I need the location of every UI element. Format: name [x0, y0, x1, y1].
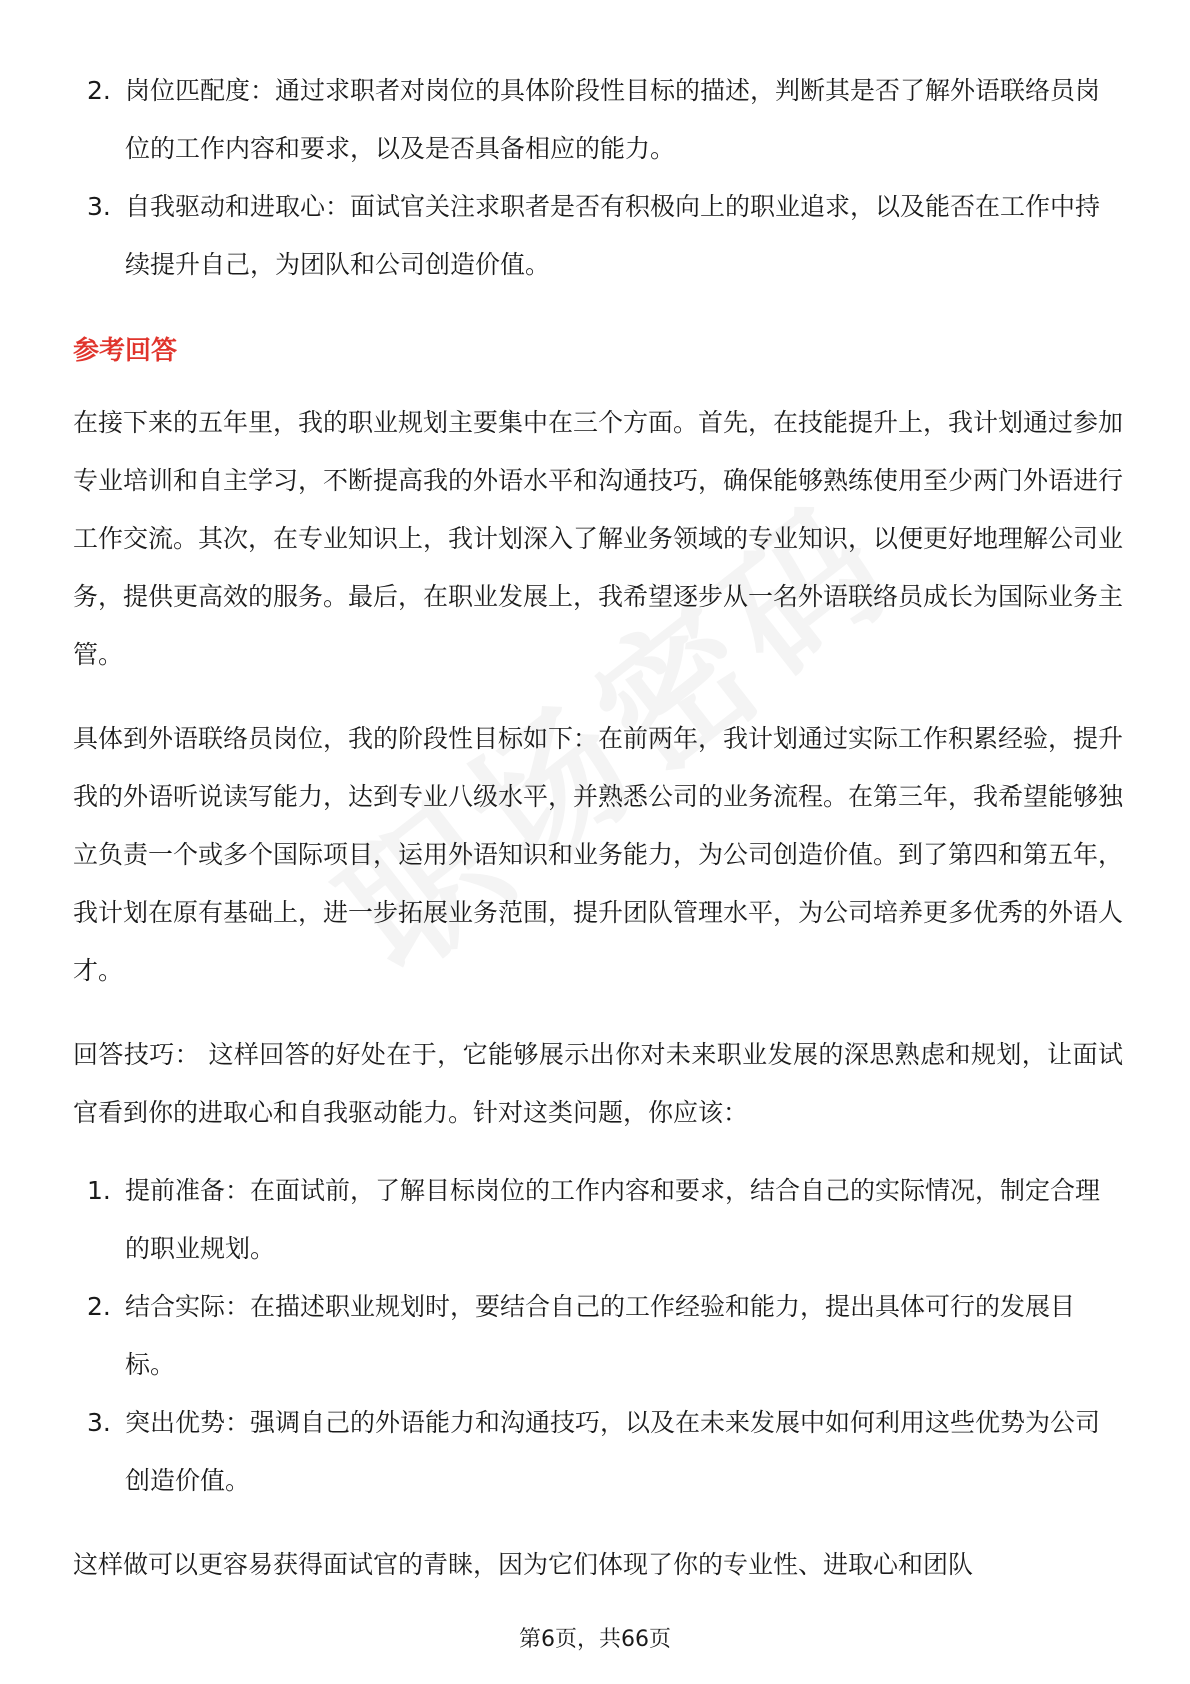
reference-answer-heading: 参考回答: [73, 336, 178, 366]
list-number: 3.: [87, 1408, 111, 1437]
list-item: [73, 1162, 1123, 1278]
tips-intro: 回答技巧： 这样回答的好处在于，它能够展示出你对未来职业发展的深思熟虑和规划，让面试官看到你的进取心和自我驱动能力。针对这类问题，你应该：: [73, 1040, 1123, 1127]
closing-paragraph: 这样做可以更容易获得面试官的青睐，因为它们体现了你的专业性、进取心和团队: [73, 1550, 974, 1579]
list-number: 1.: [87, 1176, 111, 1205]
page-number: 第6页，共66页: [519, 1627, 671, 1652]
list-text: 突出优势：强调自己的外语能力和沟通技巧，以及在未来发展中如何利用这些优势为公司创造价值。: [125, 1408, 1101, 1495]
list-number: 2.: [87, 76, 111, 105]
answer-paragraph: 在接下来的五年里，我的职业规划主要集中在三个方面。首先，在技能提升上，我计划通过参加专业培训和自主学习，不断提高我的外语水平和沟通技巧，确保能够熟练使用至少两门外语进行工作交流。其次，在专业知识上，我计划深入了解业务领域的专业知识，以便更好地理解公司业务，提供更高效的服务。最后，在职业发展上，我希望逐步从一名外语联络员成长为国际业务主管。: [73, 408, 1124, 669]
list-number: 2.: [87, 1292, 111, 1321]
list-item: [73, 1278, 1123, 1394]
tips-list: [73, 1162, 1123, 1510]
list-item: [73, 178, 1123, 294]
answer-paragraph: 具体到外语联络员岗位，我的阶段性目标如下：在前两年，我计划通过实际工作积累经验，提升我的外语听说读写能力，达到专业八级水平，并熟悉公司的业务流程。在第三年，我希望能够独立负责一个或多个国际项目，运用外语知识和业务能力，为公司创造价值。到了第四和第五年，我计划在原有基础上，进一步拓展业务范围，提升团队管理水平，为公司培养更多优秀的外语人才。: [73, 724, 1124, 985]
list-text: 结合实际：在描述职业规划时，要结合自己的工作经验和能力，提出具体可行的发展目标。: [125, 1292, 1076, 1379]
list-text: 提前准备：在面试前，了解目标岗位的工作内容和要求，结合自己的实际情况，制定合理的职业规划。: [125, 1176, 1101, 1263]
criteria-list: [73, 62, 1123, 294]
list-item: [73, 1394, 1123, 1510]
page-content: [73, 62, 1123, 1594]
list-text: 岗位匹配度：通过求职者对岗位的具体阶段性目标的描述，判断其是否了解外语联络员岗位的工作内容和要求，以及是否具备相应的能力。: [125, 76, 1101, 163]
list-item: [73, 62, 1123, 178]
list-number: 3.: [87, 192, 111, 221]
list-text: 自我驱动和进取心：面试官关注求职者是否有积极向上的职业追求，以及能否在工作中持续提升自己，为团队和公司创造价值。: [125, 192, 1101, 279]
